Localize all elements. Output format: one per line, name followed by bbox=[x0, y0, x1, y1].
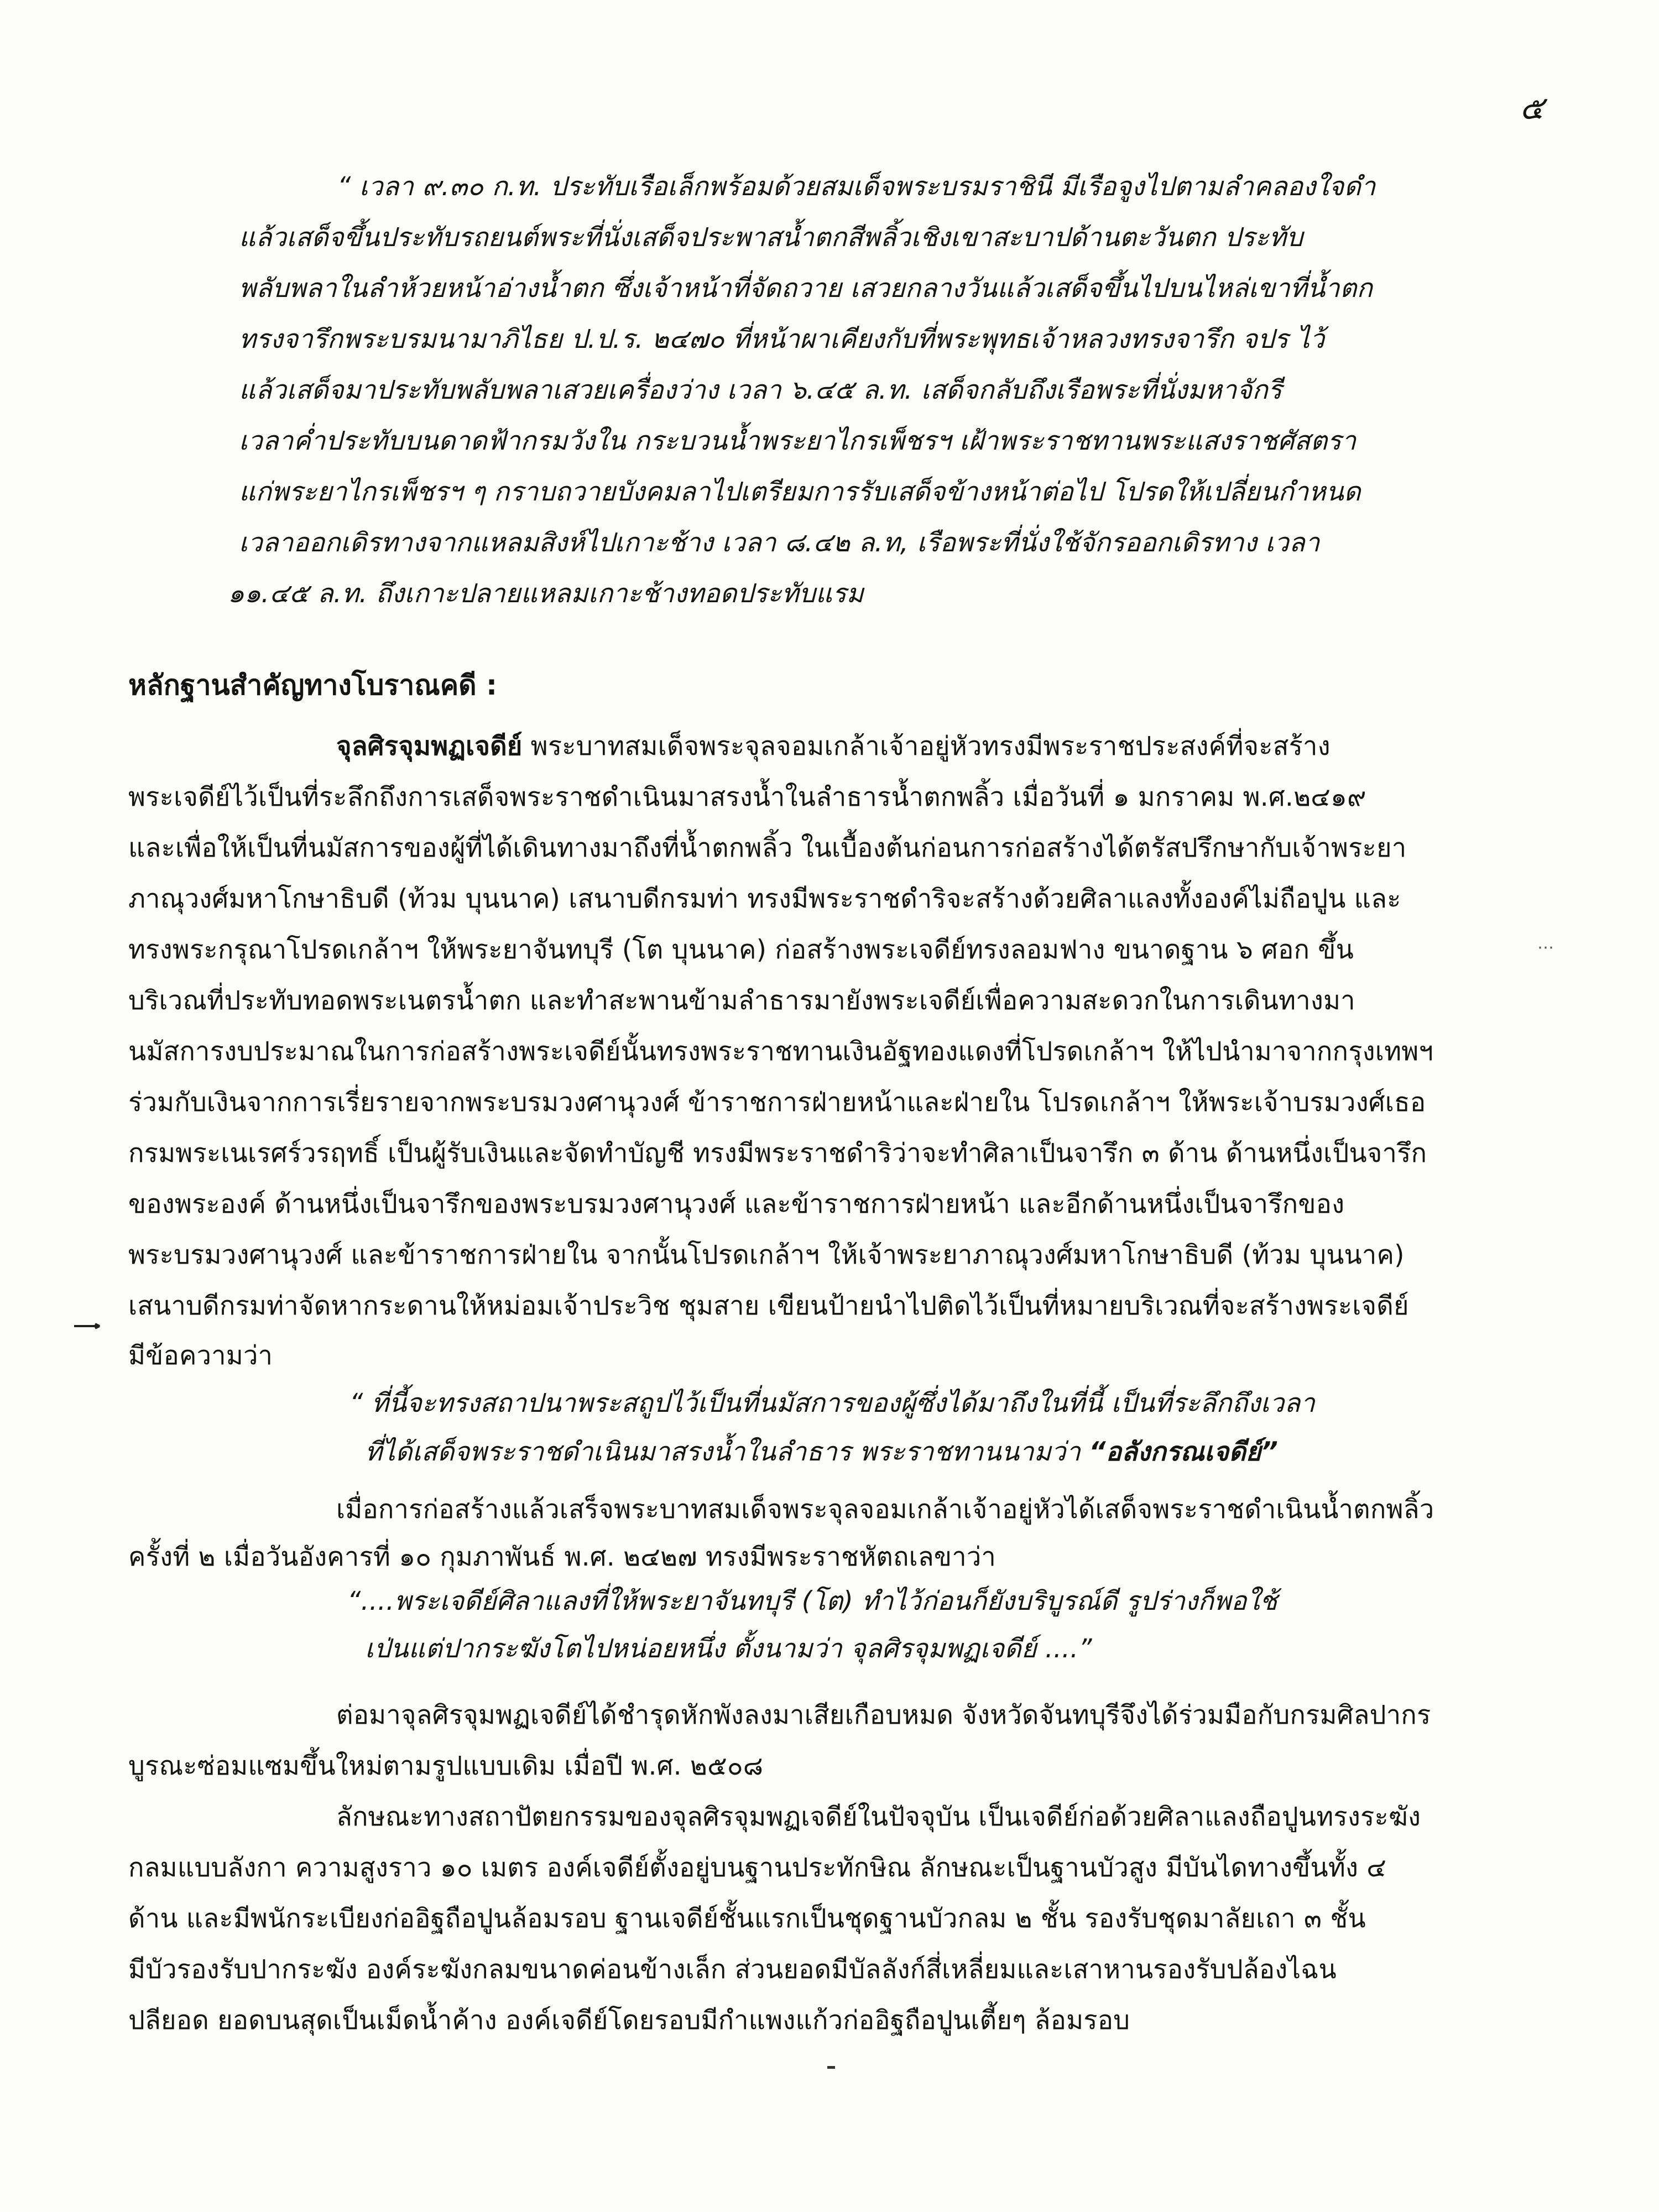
quote2-name: “อลังกรณเจดีย์” bbox=[1089, 1437, 1279, 1467]
para1-line: และเพื่อให้เป็นที่นมัสการของผู้ที่ได้เดินทางมาถึงที่น้ำตกพลิ้ว ในเบื้องต้นก่อนการก่อสร้างได้ตรัสปรึกษากับเจ้าพระยา bbox=[128, 833, 1407, 863]
page-number: ๕ bbox=[1520, 89, 1544, 127]
para1-line: เสนาบดีกรมท่าจัดหากระดานให้หม่อมเจ้าประวิช ชุมสาย เขียนป้ายนำไปติดไว้เป็นที่หมายบริเวณที่จะสร้างพระเจดีย์ bbox=[128, 1291, 1409, 1321]
quote1-line: แก่พระยาไกรเพ็ชรฯ ๆ กราบถวายบังคมลาไปเตรียมการรับเสด็จข้างหน้าต่อไป โปรดให้เปลี่ยนกำหนด bbox=[239, 477, 1361, 507]
quote3-line: “....พระเจดีย์ศิลาแลงที่ให้พระยาจันทบุรี (โต) ทำไว้ก่อนก็ยังบริบูรณ์ดี รูปร่างก็พอใช้ bbox=[347, 1586, 1277, 1616]
para1-line: มีข้อความว่า bbox=[128, 1340, 273, 1371]
quote2-line2 bbox=[365, 1436, 1278, 1469]
para4-line: มีบัวรองรับปากระฆัง องค์ระฆังกลมขนาดค่อนข้างเล็ก ส่วนยอดมีบัลลังก์สี่เหลี่ยมและเสาหานรองรับปล้องไฉน bbox=[128, 1954, 1337, 1985]
para1-line: บริเวณที่ประทับทอดพระเนตรน้ำตก และทำสะพานข้ามลำธารมายังพระเจดีย์เพื่อความสะดวกในการเดินทางมา bbox=[128, 985, 1355, 1016]
margin-arrow-icon bbox=[73, 1323, 106, 1329]
quote2-line: “ ที่นี้จะทรงสถาปนาพระสถูปไว้เป็นที่นมัสการของผู้ซึ่งได้มาถึงในที่นี้ เป็นที่ระลึกถึงเวลา bbox=[349, 1388, 1315, 1418]
para4-line: ลักษณะทางสถาปัตยกรรมของจุลศิรจุมพฏเจดีย์ในปัจจุบัน เป็นเจดีย์ก่อด้วยศิลาแลงถือปูนทรงระฆัง bbox=[336, 1802, 1421, 1832]
para2-line: เมื่อการก่อสร้างแล้วเสร็จพระบาทสมเด็จพระจุลจอมเกล้าเจ้าอยู่หัวได้เสด็จพระราชดำเนินน้ำตกพลิ้ว bbox=[336, 1494, 1434, 1525]
quote1-line: ทรงจารึกพระบรมนามาภิไธย ป.ป.ร. ๒๔๗๐ ที่หน้าผาเคียงกับที่พระพุทธเจ้าหลวงทรงจารึก จปร ไว้ bbox=[239, 324, 1325, 354]
para1-line: พระบรมวงศานุวงศ์ และข้าราชการฝ่ายใน จากนั้นโปรดเกล้าฯ ให้เจ้าพระยาภาณุวงศ์มหาโกษาธิบดี (ท้วม บุนนาค) bbox=[128, 1240, 1405, 1270]
para1-line: ภาณุวงศ์มหาโกษาธิบดี (ท้วม บุนนาค) เสนาบดีกรมท่า ทรงมีพระราชดำริจะสร้างด้วยศิลาแลงทั้งองค์ไม่ถือปูน และ bbox=[128, 884, 1401, 914]
para1-line: ของพระองค์ ด้านหนึ่งเป็นจารึกของพระบรมวงศานุวงศ์ และข้าราชการฝ่ายหน้า และอีกด้านหนึ่งเป็นจารึกของ bbox=[128, 1189, 1345, 1219]
footer-dash bbox=[827, 2066, 835, 2069]
margin-dots-icon: ⋯ bbox=[1537, 938, 1556, 957]
para3-line: ต่อมาจุลศิรจุมพฏเจดีย์ได้ชำรุดหักพังลงมาเสียเกือบหมด จังหวัดจันทบุรีจึงได้ร่วมมือกับกรมศิลปากร bbox=[336, 1700, 1431, 1730]
quote2-text: ที่ได้เสด็จพระราชดำเนินมาสรงน้ำในลำธาร พระราชทานนามว่า bbox=[365, 1437, 1089, 1467]
para1-first-line bbox=[336, 730, 1331, 763]
quote1-line: แล้วเสด็จขึ้นประทับรถยนต์พระที่นั่งเสด็จประพาสน้ำตกสีพลิ้วเชิงเขาสะบาปด้านตะวันตก ประทับ bbox=[239, 222, 1303, 253]
para1-line: พระบาทสมเด็จพระจุลจอมเกล้าเจ้าอยู่หัวทรงมีพระราชประสงค์ที่จะสร้าง bbox=[522, 731, 1331, 761]
quote1-line: พลับพลาในลำห้วยหน้าอ่างน้ำตก ซึ่งเจ้าหน้าที่จัดถวาย เสวยกลางวันแล้วเสด็จขึ้นไปบนไหล่เขาที่น้ำตก bbox=[239, 273, 1373, 304]
para1-line: ทรงพระกรุณาโปรดเกล้าฯ ให้พระยาจันทบุรี (โต บุนนาค) ก่อสร้างพระเจดีย์ทรงลอมฟาง ขนาดฐาน ๖ ศอก ขึ้น bbox=[128, 935, 1354, 965]
quote1-line: เวลาค่ำประทับบนดาดฟ้ากรมวังใน กระบวนน้ำพระยาไกรเพ็ชรฯ เฝ้าพระราชทานพระแสงราชศัสตรา bbox=[239, 426, 1357, 456]
para1-line: ร่วมกับเงินจากการเรี่ยรายจากพระบรมวงศานุวงศ์ ข้าราชการฝ่ายหน้าและฝ่ายใน โปรดเกล้าฯ ให้พระเจ้าบรมวงศ์เธอ bbox=[128, 1087, 1426, 1118]
para1-lead: จุลศิรจุมพฏเจดีย์ bbox=[336, 731, 523, 761]
para4-line: ปลียอด ยอดบนสุดเป็นเม็ดน้ำค้าง องค์เจดีย์โดยรอบมีกำแพงแก้วก่ออิฐถือปูนเตี้ยๆ ล้อมรอบ bbox=[128, 2005, 1130, 2036]
para4-line: ด้าน และมีพนักระเบียงก่ออิฐถือปูนล้อมรอบ ฐานเจดีย์ชั้นแรกเป็นชุดฐานบัวกลม ๒ ชั้น รองรับชุดมาลัยเถา ๓ ชั้น bbox=[128, 1903, 1366, 1934]
para1-line: นมัสการงบประมาณในการก่อสร้างพระเจดีย์นั้นทรงพระราชทานเงินอัฐทองแดงที่โปรดเกล้าฯ ให้ไปนำมาจากกรุงเทพฯ bbox=[128, 1036, 1434, 1067]
para1-line: พระเจดีย์ไว้เป็นที่ระลึกถึงการเสด็จพระราชดำเนินมาสรงน้ำในลำธารน้ำตกพลิ้ว เมื่อวันที่ ๑ มกราคม พ.ศ.๒๔๑๙ bbox=[128, 782, 1366, 812]
quote1-line: “ เวลา ๙.๓๐ ก.ท. ประทับเรือเล็กพร้อมด้วยสมเด็จพระบรมราชินี มีเรือจูงไปตามลำคลองใจดำ bbox=[337, 171, 1376, 202]
quote1-line: เวลาออกเดิรทางจากแหลมสิงห์ไปเกาะช้าง เวลา ๘.๔๒ ล.ท, เรือพระที่นั่งใช้จักรออกเดิรทาง เวลา bbox=[239, 528, 1320, 558]
para1-line: กรมพระเนเรศร์วรฤทธิ์ เป็นผู้รับเงินและจัดทำบัญชี ทรงมีพระราชดำริว่าจะทำศิลาเป็นจารึก ๓ ด้าน ด้านหนึ่งเป็นจารึก bbox=[128, 1138, 1427, 1168]
quote3-line: เป่นแต่ปากระฆังโตไปหน่อยหนึ่ง ตั้งนามว่า จุลศิรจุมพฏเจดีย์ ....” bbox=[365, 1634, 1092, 1664]
quote1-line: แล้วเสด็จมาประทับพลับพลาเสวยเครื่องว่าง เวลา ๖.๔๕ ล.ท. เสด็จกลับถึงเรือพระที่นั่งมหาจักรี bbox=[239, 375, 1282, 405]
section-heading: หลักฐานสำคัญทางโบราณคดี : bbox=[128, 669, 498, 701]
para3-line: บูรณะซ่อมแซมขึ้นใหม่ตามรูปแบบเดิม เมื่อปี พ.ศ. ๒๕๐๘ bbox=[128, 1751, 764, 1781]
para2-line: ครั้งที่ ๒ เมื่อวันอังคารที่ ๑๐ กุมภาพันธ์ พ.ศ. ๒๔๒๗ ทรงมีพระราชหัตถเลขาว่า bbox=[128, 1542, 996, 1572]
para4-line: กลมแบบลังกา ความสูงราว ๑๐ เมตร องค์เจดีย์ตั้งอยู่บนฐานประทักษิณ ลักษณะเป็นฐานบัวสูง มีบันไดทางขึ้นทั้ง ๔ bbox=[128, 1853, 1387, 1883]
quote1-line: ๑๑.๔๕ ล.ท. ถึงเกาะปลายแหลมเกาะช้างทอดประทับแรม bbox=[228, 578, 864, 609]
